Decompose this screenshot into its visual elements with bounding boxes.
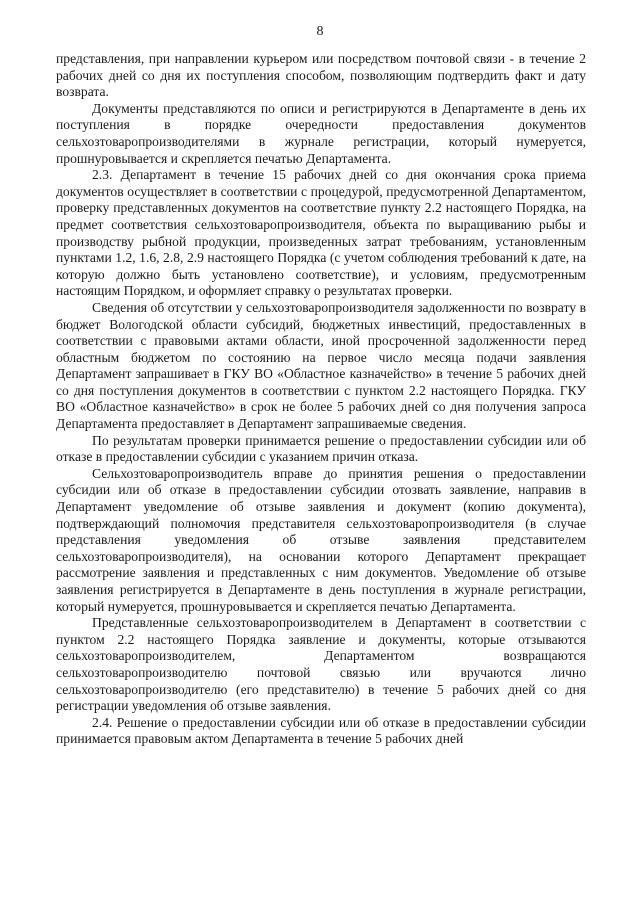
- paragraph-clause-2-4: 2.4. Решение о предоставлении субсидии или об отказе в предоставлении субсидии принимается правовым актом Департамента в течение 5 рабочих дней: [56, 714, 586, 747]
- paragraph-debt-information: Сведения об отсутствии у сельхозтоваропроизводителя задолженности по возврату в бюджет Вологодской области субсидий, бюджетных инвестиций, предоставленных в соответствии с правовыми актами области, иной просроченной задолженности перед областным бюджетом по состоянию на первое число месяца подачи заявления Департамент запрашивает в ГКУ ВО «Областное казначейство» в течение 5 рабочих дней со дня поступления документов в соответствии с пунктом 2.2 настоящего Порядка. ГКУ ВО «Областное казначейство» в срок не более 5 рабочих дней со дня получения запроса Департамента предоставляет в Департамент запрашиваемые сведения.: [56, 299, 586, 432]
- page-number: 8: [316, 24, 324, 39]
- paragraph-verification-decision: По результатам проверки принимается решение о предоставлении субсидии или об отказе в предоставлении субсидии с указанием причин отказа.: [56, 432, 586, 465]
- paragraph-return-continuation: представления, при направлении курьером или посредством почтовой связи - в течение 2 рабочих дней со дня их поступления способом, позволяющим подтвердить факт и дату возврата.: [56, 51, 586, 100]
- paragraph-clause-2-3: 2.3. Департамент в течение 15 рабочих дней со дня окончания срока приема документов осуществляет в соответствии с процедурой, предусмотренной Департаментом, проверку представленных документов на соответствие пункту 2.2 настоящего Порядка, на предмет соответствия сельхозтоваропроизводителя, объекта по выращиванию рыбы и производству рыбной продукции, произведенных затрат требованиям, установленным пунктами 1.2, 1.6, 2.8, 2.9 настоящего Порядка (с учетом соблюдения требований к дате, на которую должно быть установлено соответствие), и условиям, предусмотренным настоящим Порядком, и оформляет справку о результатах проверки.: [56, 167, 586, 299]
- document-body: [56, 51, 586, 748]
- paragraph-application-withdrawal: Сельхозтоваропроизводитель вправе до принятия решения о предоставлении субсидии или об отказе в предоставлении субсидии отозвать заявление, направив в Департамент уведомление об отзыве заявления и документ (копию документа), подтверждающий полномочия представителя сельхозтоваропроизводителя (в случае представления уведомления об отзыве заявления представителем сельхозтоваропроизводителя), на основании которого Департамент прекращает рассмотрение заявления и представленных с ним документов. Уведомление об отзыве заявления регистрируется в Департаменте в день поступления в журнале регистрации, который нумеруется, прошнуровывается и скрепляется печатью Департамента.: [56, 465, 586, 614]
- paragraph-documents-registration: Документы представляются по описи и регистрируются в Департаменте в день их поступления в порядке очередности предоставления документов сельхозтоваропроизводителями в журнале регистрации, который нумеруется, прошнуровывается и скрепляется печатью Департамента.: [56, 100, 586, 166]
- paragraph-documents-return: Представленные сельхозтоваропроизводителем в Департамент в соответствии с пунктом 2.2 настоящего Порядка заявление и документы, которые отзываются сельхозтоваропроизводителем, Департаментом возвращаются сельхозтоваропроизводителю почтовой связью или вручаются лично сельхозтоваропроизводителю (его представителю) в течение 5 рабочих дней со дня регистрации уведомления об отзыве заявления.: [56, 615, 586, 714]
